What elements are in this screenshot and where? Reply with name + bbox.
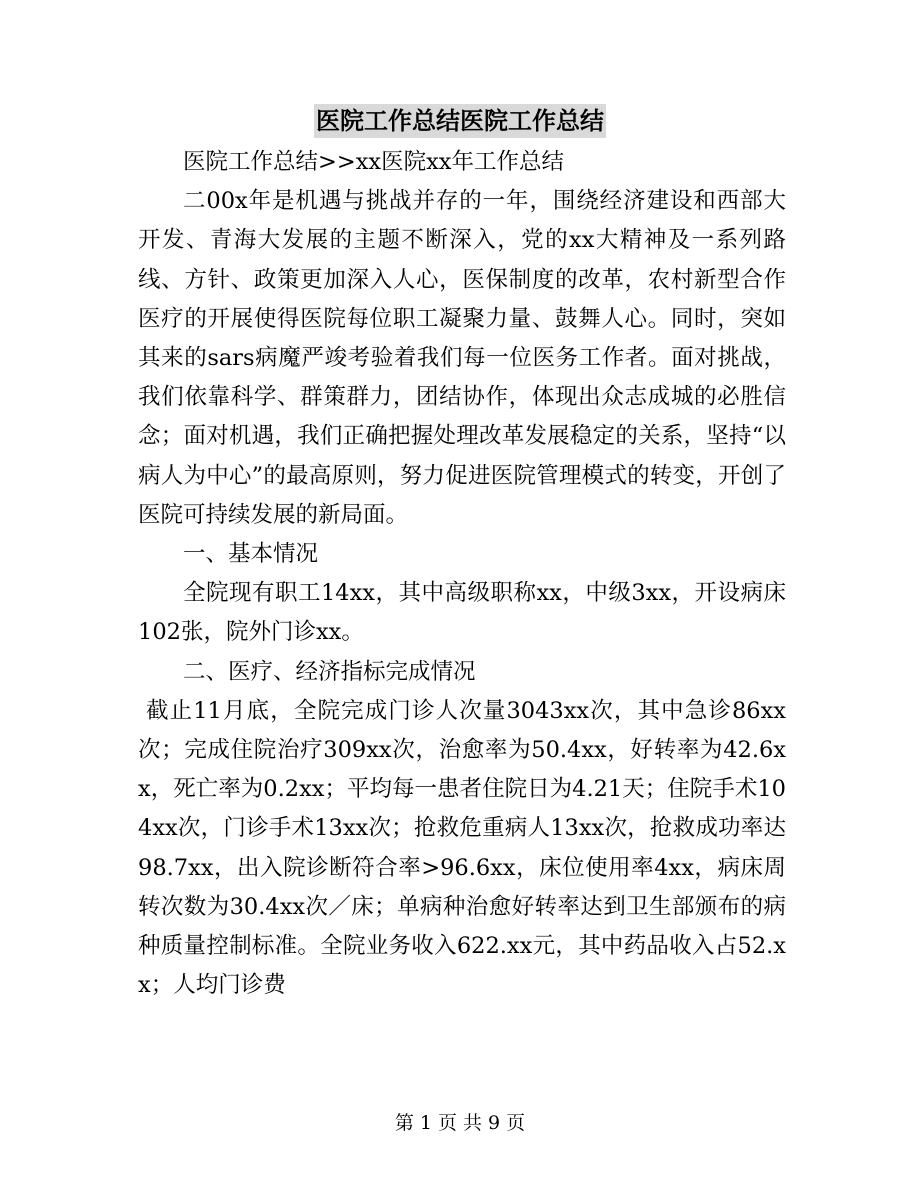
page-footer bbox=[0, 1110, 920, 1136]
paragraph-intro: 二00x年是机遇与挑战并存的一年，围绕经济建设和西部大开发、青海大发展的主题不断深入，党的xx大精神及一系列路线、方针、政策更加深入人心，医保制度的改革，农村新型合作医疗的开展使得医院每位职工凝聚力量、鼓舞人心。同时，突如其来的sars病魔严竣考验着我们每一位医务工作者。面对挑战，我们依靠科学、群策群力，团结协作，体现出众志成城的必胜信念；面对机遇，我们正确把握处理改革发展稳定的关系，坚持“以病人为中心”的最高原则，努力促进医院管理模式的转变，开创了医院可持续发展的新局面。 bbox=[138, 188, 786, 528]
footer-page-total: 9 bbox=[488, 1112, 501, 1134]
footer-page-current: 1 bbox=[419, 1112, 432, 1134]
section-heading-indicators: 二、医疗、经济指标完成情况 bbox=[183, 658, 476, 685]
footer-page-prefix: 第 bbox=[394, 1112, 414, 1134]
footer-page-mid: 页 bbox=[437, 1112, 457, 1134]
paragraph-indicators: 截止11月底，全院完成门诊人次量3043xx次，其中急诊86xx次；完成住院治疗309xx次，治愈率为50.4xx，好转率为42.6xx，死亡率为0.2xx；平均每一患者住院日为4.21天；住院手术104xx次，门诊手术13xx次；抢救危重病人13xx次，抢救成功率达98.7xx，出入院诊断符合率>96.6xx，床位使用率4xx，病床周转次数为30.4xx次／床；单病种治愈好转率达到卫生部颁布的病种质量控制标准。全院业务收入622.xx元，其中药品收入占52.xx；人均门诊费 bbox=[138, 697, 786, 999]
paragraph-subtitle: 医院工作总结>>xx医院xx年工作总结 bbox=[183, 149, 564, 175]
document-title: 医院工作总结医院工作总结 bbox=[314, 104, 606, 138]
footer-total-prefix: 共 bbox=[463, 1112, 483, 1134]
document-body bbox=[138, 143, 786, 1005]
footer-page-suffix: 页 bbox=[506, 1112, 526, 1134]
paragraph-basic-info: 全院现有职工14xx，其中高级职称xx，中级3xx，开设病床102张，院外门诊xx。 bbox=[138, 580, 786, 646]
section-heading-basic: 一、基本情况 bbox=[183, 541, 319, 568]
title-container bbox=[0, 104, 920, 138]
